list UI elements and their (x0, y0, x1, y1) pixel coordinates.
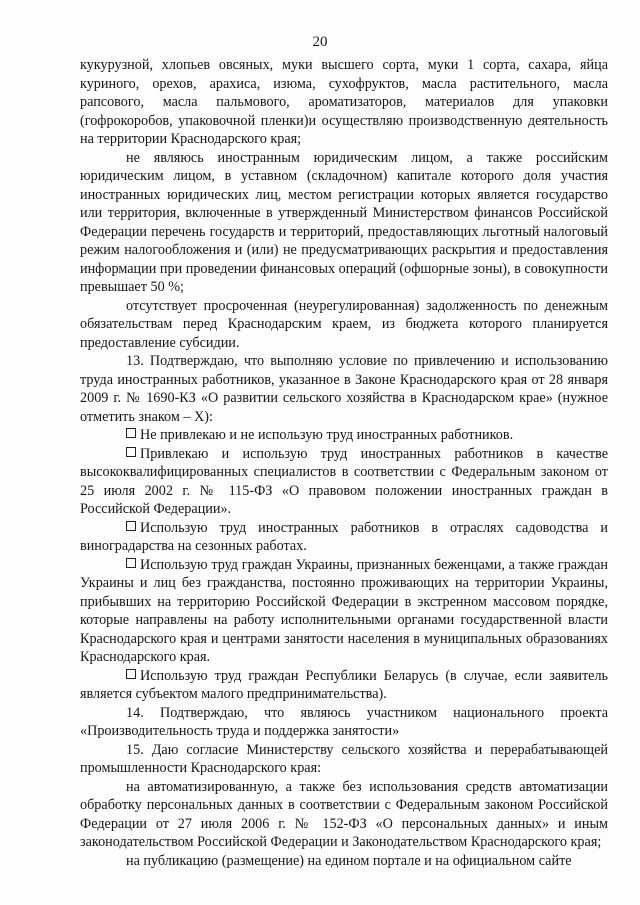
paragraph-text: 13. Подтверждаю, что выполняю условие по привлечению и использованию труда иностранных работников, указанное в Законе Краснодарского края от 28 января 2009 г. № 1690-КЗ «О развитии сельского хозяйства в Краснодарском крае» (нужное отметить знаком – X): (80, 353, 608, 425)
option-seasonal-work (80, 519, 608, 556)
option-text: Привлекаю и использую труд иностранных работников в качестве высококвалифицированных специалистов в соответствии с Федеральным законом от 25 июля 2002 г. № 115-ФЗ «О правовом положении иностранных граждан в Российской Федерации». (80, 445, 608, 517)
checkbox-icon[interactable] (126, 428, 136, 438)
paragraph-text: 14. Подтверждаю, что являюсь участником национального проекта «Производительность труда и поддержка занятости» (80, 704, 608, 739)
paragraph-text: 15. Даю согласие Министерству сельского хозяйства и перерабатывающей промышленности Краснодарского края: (80, 741, 608, 776)
checkbox-icon[interactable] (126, 669, 136, 679)
paragraph-14-national-project (80, 704, 608, 741)
paragraph-text: отсутствует просроченная (неурегулированная) задолженность по денежным обязательствам перед Краснодарским краем, из бюджета которого планируется предоставление субсидии. (80, 297, 608, 351)
paragraph-text: на автоматизированную, а также без использования средств автоматизации обработку персональных данных в соответствии с Федеральным законом Российской Федерации от 27 июля 2006 г. № 152-ФЗ «О персональных данных» и иным законодательством Российской Федерации и Законодательством Краснодарского края; (80, 778, 608, 850)
paragraph-intro-continuation (80, 56, 608, 149)
option-belarus-citizens (80, 667, 608, 704)
option-text: Не привлекаю и не использую труд иностранных работников. (140, 427, 514, 443)
paragraph-personal-data-processing (80, 778, 608, 852)
option-no-foreign-workers (80, 426, 608, 445)
checkbox-icon[interactable] (126, 558, 136, 568)
paragraph-publication-consent (80, 852, 608, 871)
option-text: Использую труд иностранных работников в отраслях садоводства и виноградарства на сезонных работах. (80, 519, 608, 554)
checkbox-icon[interactable] (126, 521, 136, 531)
paragraph-15-consent (80, 741, 608, 778)
option-ukraine-citizens (80, 556, 608, 667)
option-text: Использую труд граждан Украины, признанных беженцами, а также граждан Украины и лиц без гражданства, постоянно проживающих на территории Украины, прибывших на территорию Российской Федерации в экстренном массовом порядке, которые направлены на работу исполнительными органами государственной власти Краснодарского края и центрами занятости населения в муниципальных образованиях Краснодарского края. (80, 556, 608, 665)
paragraph-text: не являюсь иностранным юридическим лицом, а также российским юридическим лицом, в уставном (складочном) капитале которого доля участия иностранных юридических лиц, местом регистрации которых является государство или территория, включенные в утвержденный Министерством финансов Российской Федерации перечень государств и территорий, предоставляющих льготный налоговый режим налогообложения и (или) не предусматривающих раскрытия и предоставления информации при проведении финансовых операций (офшорные зоны), в совокупности превышает 50 %; (80, 149, 608, 295)
page-number: 20 (312, 34, 328, 50)
document-body (80, 56, 608, 870)
paragraph-no-overdue-debt (80, 297, 608, 353)
option-highly-qualified-specialists (80, 445, 608, 519)
paragraph-not-foreign-entity (80, 149, 608, 297)
paragraph-text: кукурузной, хлопьев овсяных, муки высшего сорта, муки 1 сорта, сахара, яйца куриного, орехов, арахиса, изюма, сухофруктов, масла растительного, масла рапсового, масла пальмового, ароматизаторов, материалов для упаковки (гофрокоробов, упаковочной пленки)и осуществляю производственную деятельность на территории Краснодарского края; (80, 57, 608, 147)
option-text: Использую труд граждан Республики Беларусь (в случае, если заявитель является субъектом малого предпринимательства). (80, 667, 608, 702)
checkbox-icon[interactable] (126, 447, 136, 457)
paragraph-text: на публикацию (размещение) на едином портале и на официальном сайте (126, 852, 572, 869)
paragraph-13-foreign-workers (80, 352, 608, 426)
